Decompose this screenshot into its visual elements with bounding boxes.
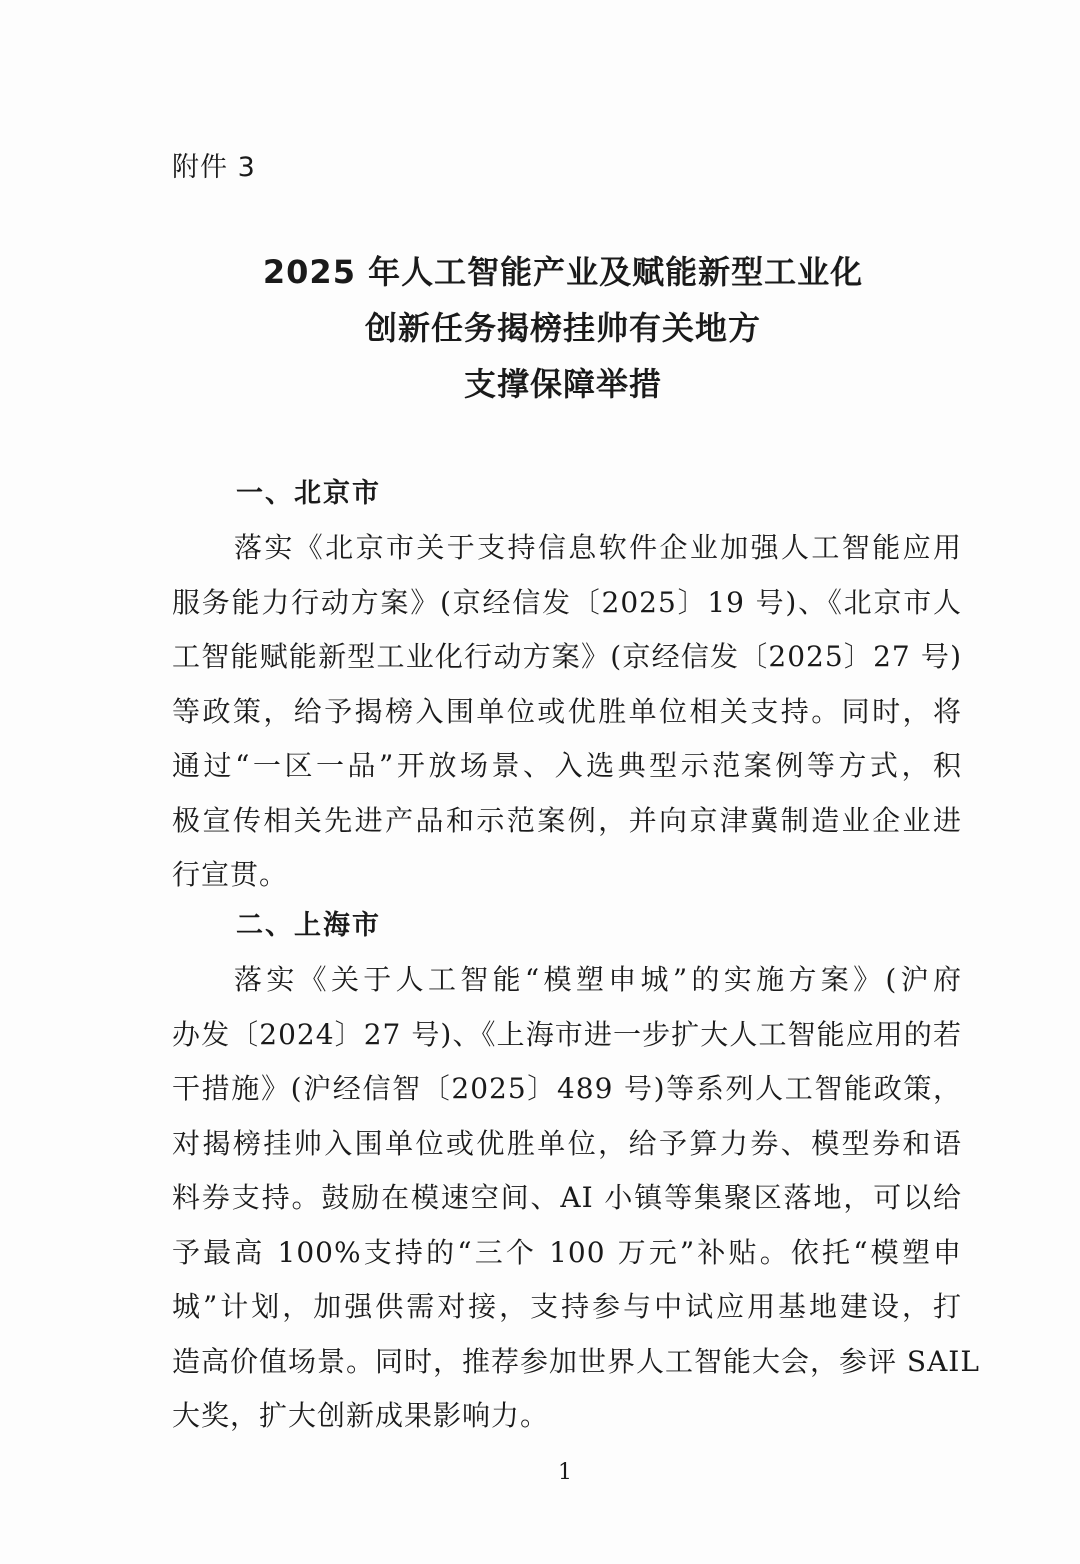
page-number: 1 xyxy=(558,1460,572,1485)
attachment-label: 附件 3 xyxy=(172,152,256,183)
body-line: 城”计划，加强供需对接，支持参与中试应用基地建设，打 xyxy=(172,1290,962,1323)
body-line: 等政策，给予揭榜入围单位或优胜单位相关支持。同时，将 xyxy=(172,694,962,728)
section-heading-shanghai: 二、上海市 xyxy=(236,910,381,941)
body-line: 予最高 100%支持的“三个 100 万元”补贴。依托“模塑申 xyxy=(172,1235,962,1269)
body-line: 对揭榜挂帅入围单位或优胜单位，给予算力券、模型券和语 xyxy=(172,1126,962,1160)
section-heading-beijing: 一、北京市 xyxy=(236,478,381,509)
title-line: 2025 年人工智能产业及赋能新型工业化 xyxy=(262,253,864,291)
body-line: 极宣传相关先进产品和示范案例，并向京津冀制造业企业进 xyxy=(172,803,962,837)
document-title xyxy=(172,244,954,412)
body-line: 造高价值场景。同时，推荐参加世界人工智能大会，参评 SAIL xyxy=(172,1344,980,1378)
body-line: 大奖，扩大创新成果影响力。 xyxy=(172,1399,550,1432)
body-line: 工智能赋能新型工业化行动方案》(京经信发〔2025〕27 号) xyxy=(172,640,962,673)
body-line: 行宣贯。 xyxy=(172,858,289,891)
section-body-shanghai xyxy=(172,953,980,1444)
body-line: 通过“一区一品”开放场景、入选典型示范案例等方式，积 xyxy=(172,749,962,782)
body-line: 服务能力行动方案》(京经信发〔2025〕19 号)、《北京市人 xyxy=(172,585,962,619)
section-body-beijing xyxy=(172,521,962,903)
body-line: 落实《北京市关于支持信息软件企业加强人工智能应用 xyxy=(234,531,962,564)
title-line: 支撑保障举措 xyxy=(463,365,662,403)
body-line: 落实《关于人工智能“模塑申城”的实施方案》(沪府 xyxy=(234,963,962,996)
body-line: 料券支持。鼓励在模速空间、AI 小镇等集聚区落地，可以给 xyxy=(172,1181,962,1214)
body-line: 干措施》(沪经信智〔2025〕489 号)等系列人工智能政策， xyxy=(172,1072,962,1105)
title-line: 创新任务揭榜挂帅有关地方 xyxy=(364,309,761,347)
body-line: 办发〔2024〕27 号)、《上海市进一步扩大人工智能应用的若 xyxy=(172,1017,962,1051)
